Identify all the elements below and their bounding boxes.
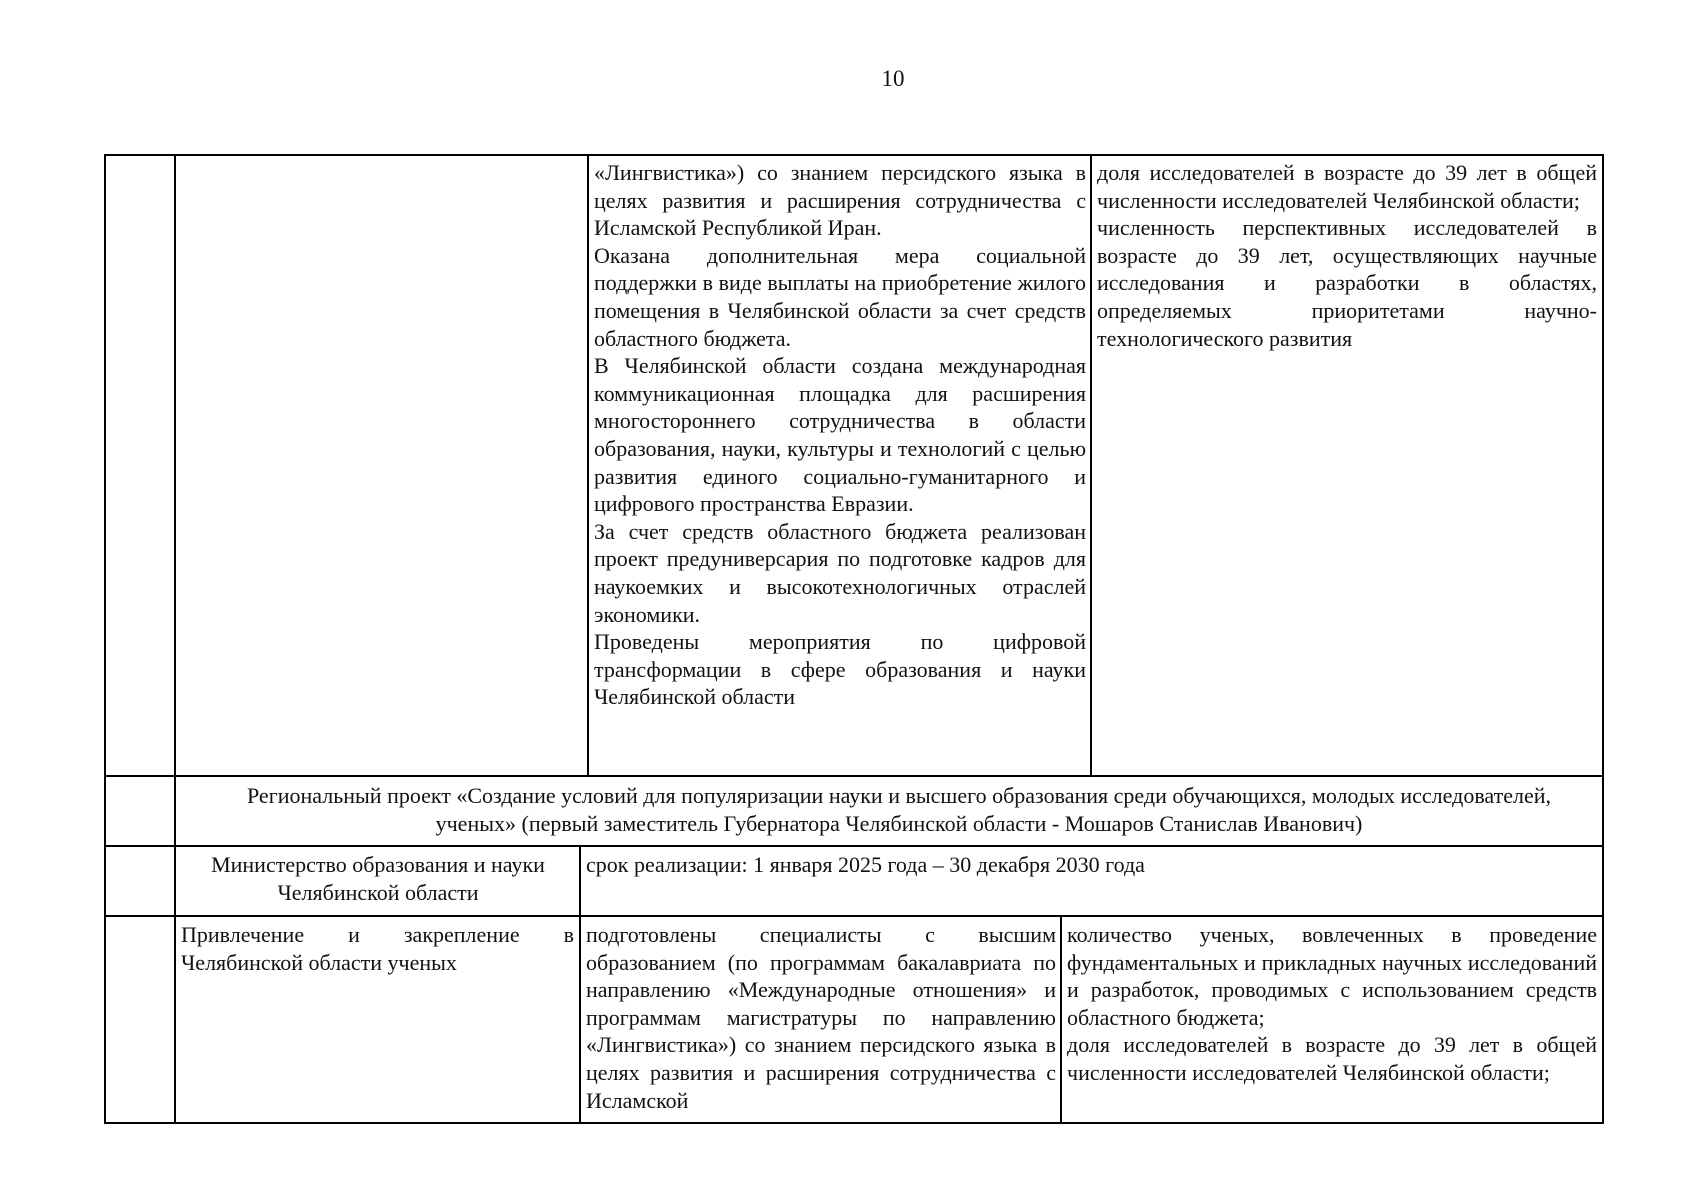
implementation-term: срок реализации: 1 января 2025 года – 30 декабря 2030 года [586,852,1145,877]
row1-results-cell [594,159,1086,711]
result-paragraph: «Лингвистика») со знанием персидского языка в целях развития и расширения сотрудничества с Исламской Республикой Иран. [594,160,1086,241]
result-cell: подготовлены специалисты с высшим образованием (по программам бакалавриата по направлению «Международные отношения» и программам магистратуры по направлению «Лингвистика») со знанием персидского языка в целях развития и расширения сотрудничества с Исламской [586,922,1056,1113]
result-paragraph: Проведены мероприятия по цифровой трансформации в сфере образования и науки Челябинской области [594,629,1086,710]
table-border-bottom [104,1122,1604,1124]
column-divider [579,915,581,1124]
page-number: 10 [881,66,905,91]
table-border-left [104,154,106,1124]
column-divider [587,154,589,775]
column-divider [1060,915,1062,1124]
indicators-cell [1067,921,1597,1087]
row-divider [104,775,1604,777]
column-divider [174,154,176,1124]
result-paragraph: За счет средств областного бюджета реализован проект предуниверсария по подготовке кадров для наукоемких и высокотехнологичных отраслей экономики. [594,518,1086,627]
table-border-right [1602,154,1604,1124]
column-divider [579,845,581,915]
row1-indicators-cell [1097,159,1597,352]
row-divider [104,845,1604,847]
result-paragraph: Оказана дополнительная мера социальной поддержки в виде выплаты на приобретение жилого помещения в Челябинской области за счет средств областного бюджета. [594,242,1086,351]
table-border-top [104,154,1604,156]
indicator-paragraph: количество ученых, вовлеченных в проведение фундаментальных и прикладных научных исследований и разработок, проводимых с использованием средств областного бюджета; [1067,922,1597,1030]
regional-project-title: Региональный проект «Создание условий для популяризации науки и высшего образования среди обучающихся, молодых исследователей, ученых» (первый заместитель Губернатора Челябинской области - Мошаров Станислав Иванович) [246,783,1552,836]
result-paragraph: В Челябинской области создана международная коммуникационная площадка для расширения многостороннего сотрудничества в области образования, науки, культуры и технологий с целью развития единого социально-гуманитарного и цифрового пространства Евразии. [594,353,1086,517]
task-cell: Привлечение и закрепление в Челябинской области ученых [181,922,574,975]
row-divider [104,915,1604,917]
indicator-paragraph: численность перспективных исследователей в возрасте до 39 лет, осуществляющих научные исследования и разработки в областях, определяемых приоритетами научно-технологического развития [1097,215,1597,351]
document-table [104,154,1604,1124]
indicator-paragraph: доля исследователей в возрасте до 39 лет в общей численности исследователей Челябинской области; [1097,160,1597,213]
responsible-ministry: Министерство образования и науки Челябинской области [211,852,545,905]
column-divider [1090,154,1092,775]
indicator-paragraph: доля исследователей в возрасте до 39 лет в общей численности исследователей Челябинской области; [1067,1032,1597,1085]
